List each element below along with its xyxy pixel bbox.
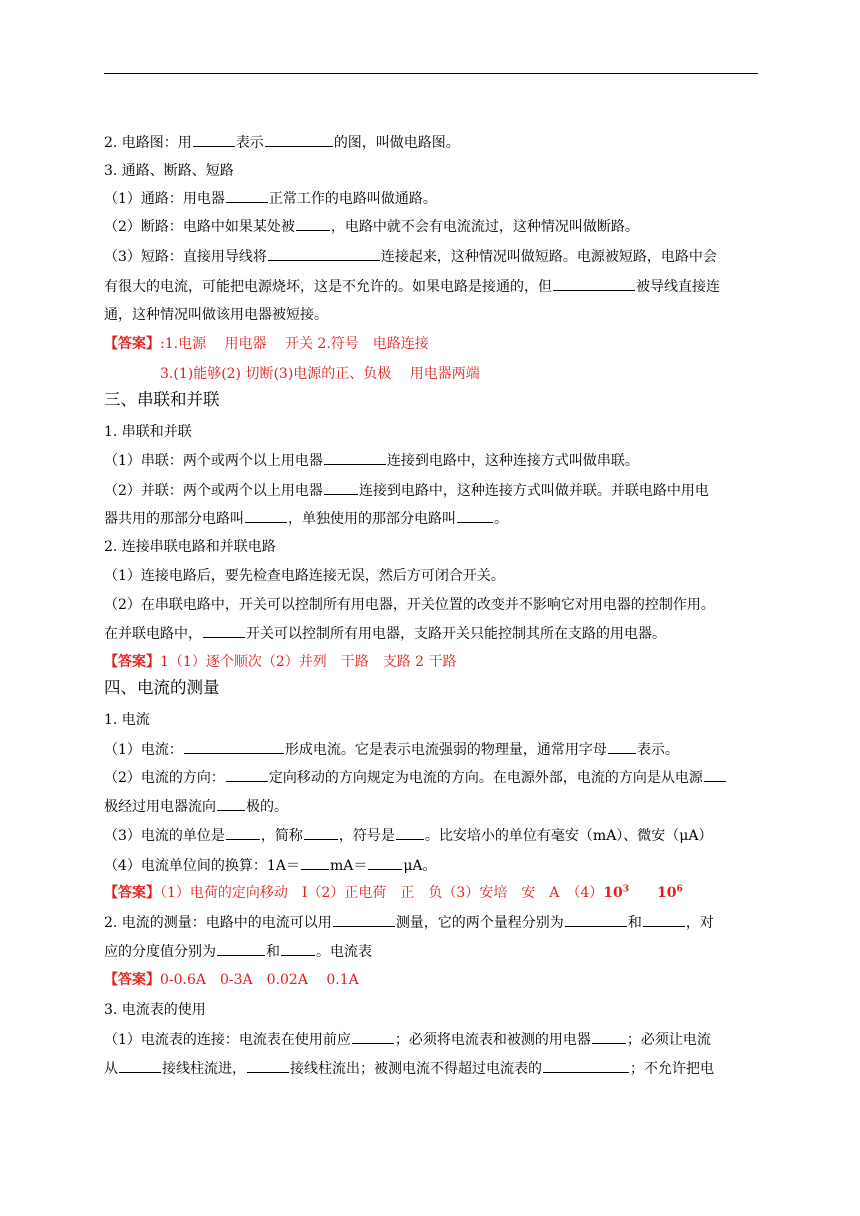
line-measurement-2: 应的分度值分别为 和 。电流表 [104,941,372,962]
line-ammeter-use-title: 3. 电流表的使用 [104,1002,206,1018]
line-path-types: 3. 通路、断路、短路 [104,163,234,179]
line-current-direction: （2）电流的方向： 定向移动的方向规定为电流的方向。在电源外部，电流的方向是从电源 [104,767,727,788]
answer-4: 【答案】0-0.6A 0-3A 0.02A 0.1A [104,972,359,988]
line-short-circuit-3: 通，这种情况叫做该用电器被短接。 [104,307,328,323]
heading-current-measurement: 四、电流的测量 [104,678,220,697]
line-current-conversion: （4）电流单位间的换算：1A＝ mA＝ μA。 [104,855,437,876]
line-connect-1: （1）连接电路后，要先检查电路连接无误，然后方可闭合开关。 [104,568,505,584]
line-current-direction-2: 极经过用电器流向 极的。 [104,796,288,817]
line-ammeter-connection: （1）电流表的连接：电流表在使用前应 ；必须将电流表和被测的用电器 ；必须让电流 [104,1029,711,1050]
line-current-unit: （3）电流的单位是 ，简称 ，符号是 。比安培小的单位有毫安（mA）、微安（μA） [104,825,713,846]
header-rule [104,73,758,74]
line-measurement: 2. 电流的测量：电路中的电流可以用 测量，它的两个量程分别为 和 ，对 [104,912,714,933]
line-connect-title: 2. 连接串联电路和并联电路 [104,539,276,555]
line-parallel: （2）并联：两个或两个以上用电器 连接到电路中，这种连接方式叫做并联。并联电路中用电 [104,480,709,501]
line-connect-2: （2）在串联电路中，开关可以控制所有用电器，开关位置的改变并不影响它对用电器的控制作用。 [104,597,715,613]
answer-2: 【答案】1（1）逐个顺次（2）并列 干路 支路 2 干路 [104,654,457,670]
line-series-parallel-title: 1. 串联和并联 [104,424,192,440]
line-open-circuit: （2）断路：电路中如果某处被 ，电路中就不会有电流流过，这种情况叫做断路。 [104,216,639,237]
line-short-circuit-2: 有很大的电流，可能把电源烧坏，这是不允许的。如果电路是接通的，但 被导线直接连 [104,276,720,297]
line-circuit-diagram: 2. 电路图：用 表示 的图，叫做电路图。 [104,132,460,153]
line-series: （1）串联：两个或两个以上用电器 连接到电路中，这种连接方式叫做串联。 [104,450,639,471]
line-short-circuit: （3）短路：直接用导线将 连接起来，这种情况叫做短路。电源被短路，电路中会 [104,246,717,267]
line-current-title: 1. 电流 [104,712,150,728]
line-ammeter-connection-2: 从 接线柱流进， 接线柱流出；被测电流不得超过电流表的 ；不允许把电 [104,1058,714,1079]
line-parallel-2: 器共用的那部分电路叫 ，单独使用的那部分电路叫 。 [104,508,508,529]
line-current-def: （1）电流： 形成电流。它是表示电流强弱的物理量，通常用字母 表示。 [104,739,679,760]
answer-3: 【答案】（1）电荷的定向移动 I（2）正电荷 正 负（3）安培 安 A $(4)10^3$ $10^6$ [104,884,683,901]
heading-series-parallel: 三、串联和并联 [104,390,220,409]
answer-1: 【答案】:1.电源 用电器 开关 2.符号 电路连接 [104,336,429,352]
line-connect-3: 在并联电路中， 开关可以控制所有用电器，支路开关只能控制其所在支路的用电器。 [104,623,666,644]
answer-1-cont: 3.(1)能够(2) 切断(3)电源的正、负极 用电器两端 [160,366,480,382]
line-closed-circuit: （1）通路：用电器 正常工作的电路叫做通路。 [104,188,437,209]
